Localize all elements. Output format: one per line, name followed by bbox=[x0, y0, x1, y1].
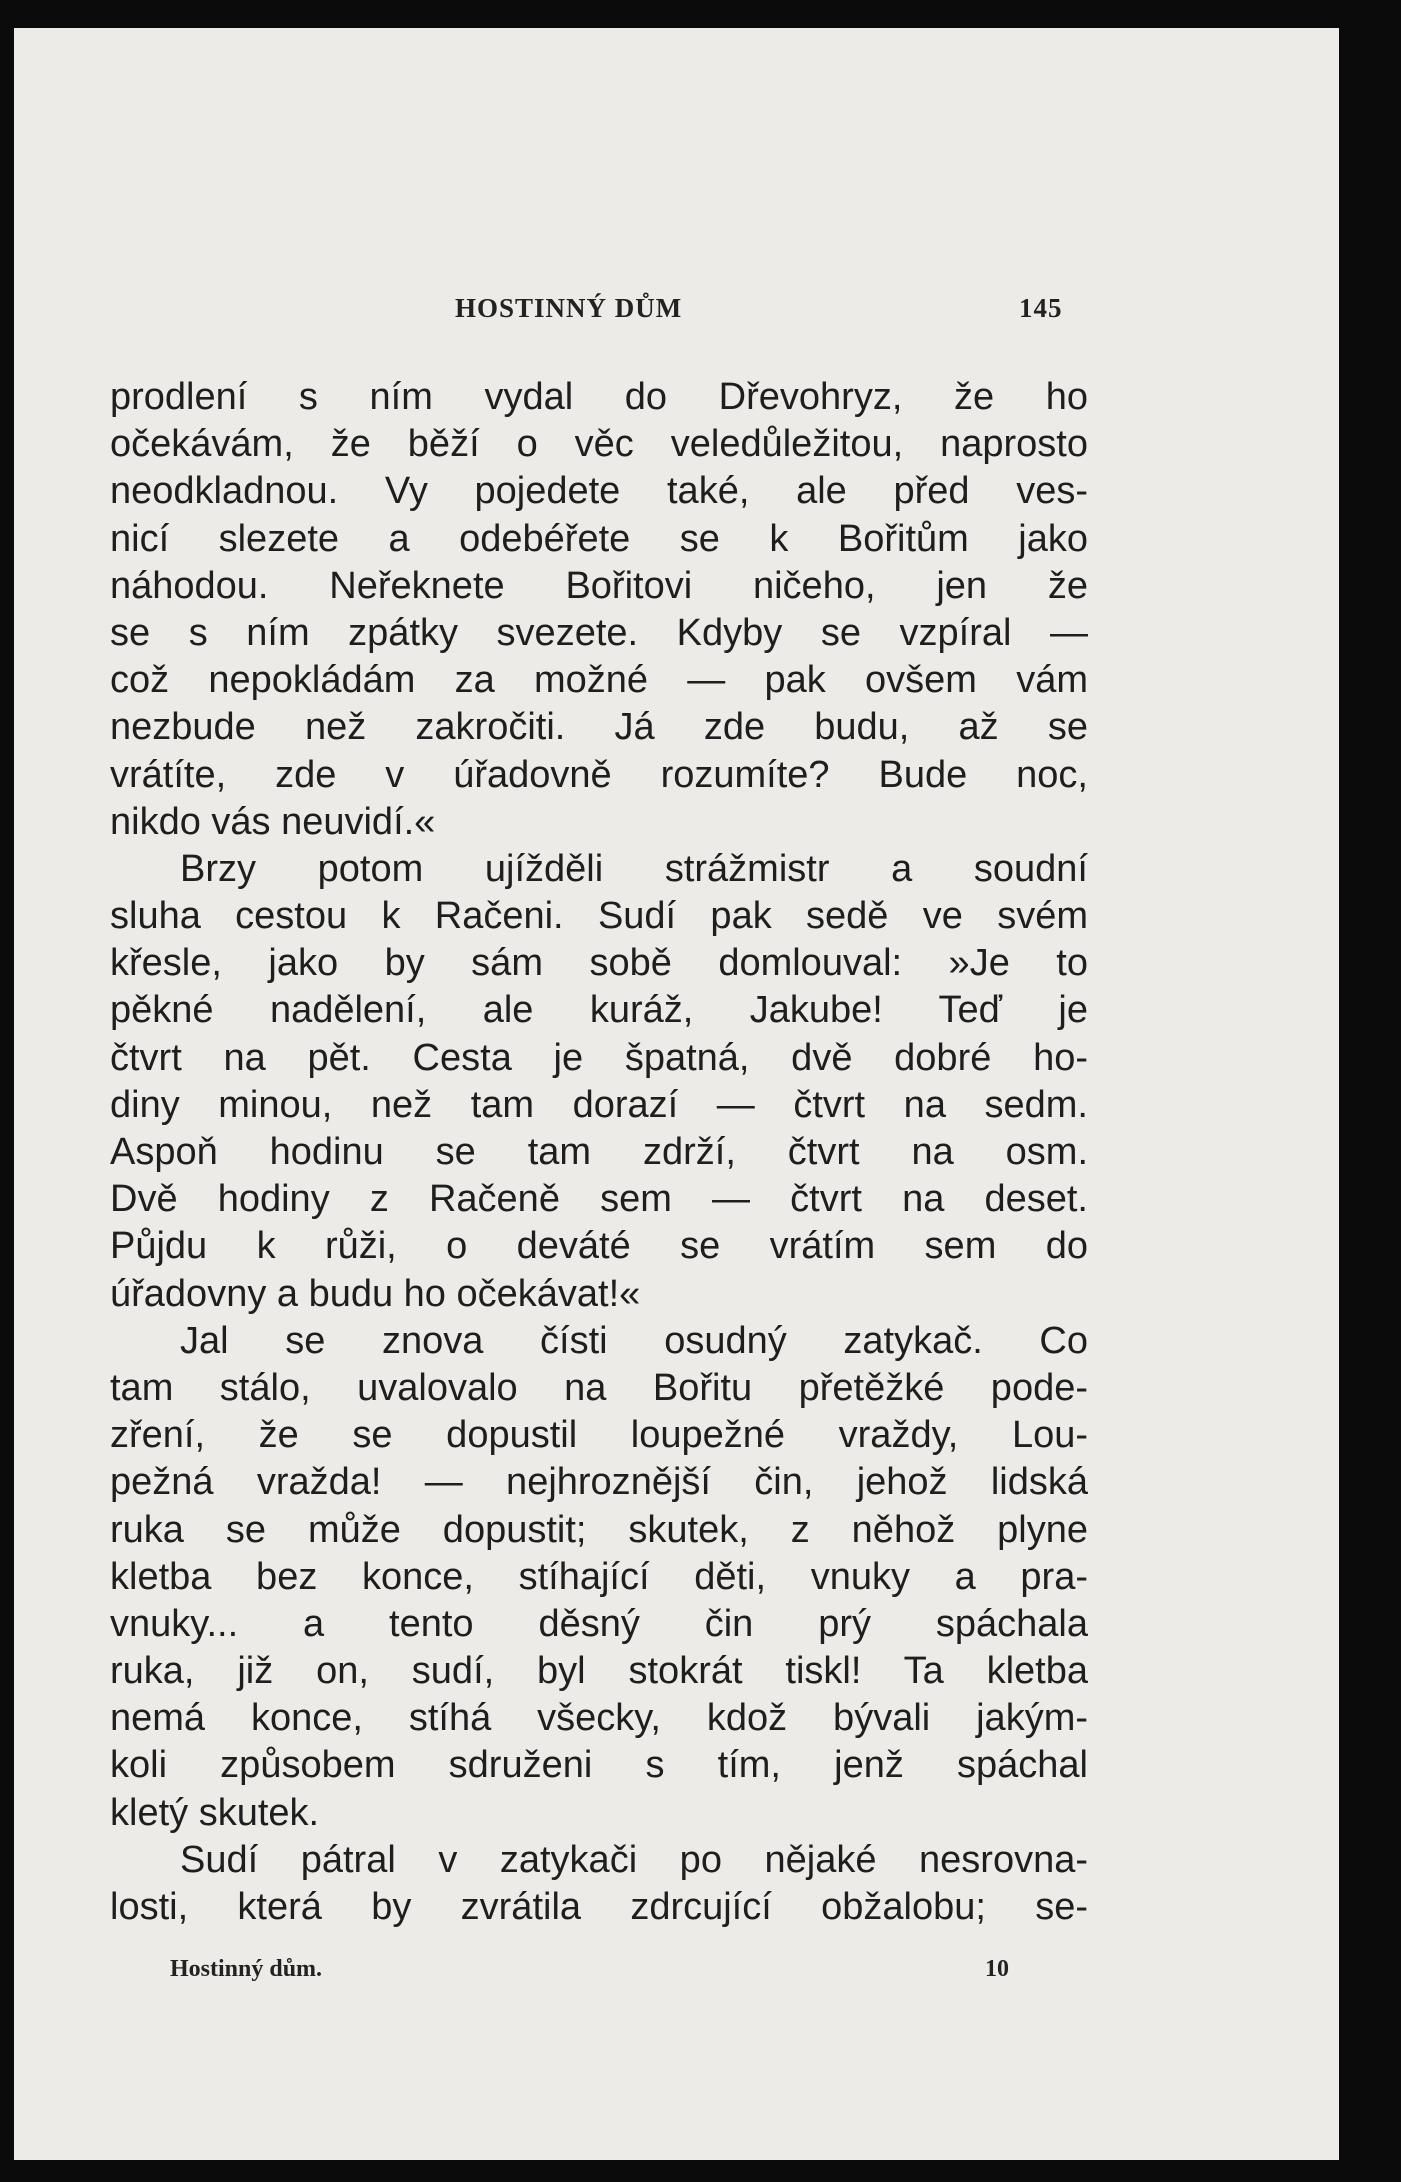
text-line: nicí slezete a odebéřete se k Bořitům jako bbox=[110, 517, 1088, 560]
text-line: vnuky... a tento děsný čin prý spáchala bbox=[110, 1602, 1088, 1645]
text-line: vrátíte, zde v úřadovně rozumíte? Bude noc, bbox=[110, 753, 1088, 796]
text-line: prodlení s ním vydal do Dřevohryz, že ho bbox=[110, 376, 1088, 418]
page-number: 145 bbox=[1019, 293, 1063, 323]
text-line: Aspoň hodinu se tam zdrží, čtvrt na osm. bbox=[110, 1131, 1088, 1173]
text-line: kletý skutek. bbox=[110, 1791, 320, 1834]
text-line: Dvě hodiny z Račeně sem — čtvrt na deset. bbox=[110, 1178, 1088, 1221]
text-line: pežná vražda! — nejhroznější čin, jehož lidská bbox=[110, 1461, 1088, 1504]
text-line: Půjdu k růži, o deváté se vrátím sem do bbox=[110, 1225, 1088, 1268]
text-line: diny minou, než tam dorazí — čtvrt na sedm. bbox=[110, 1083, 1088, 1126]
text-line: náhodou. Neřeknete Bořitovi ničeho, jen že bbox=[110, 564, 1088, 607]
text-line: ruka, již on, sudí, byl stokrát tiskl! Ta kletba bbox=[110, 1650, 1088, 1693]
text-line: zření, že se dopustil loupežné vraždy, Lou- bbox=[110, 1414, 1088, 1457]
text-line: ruka se může dopustit; skutek, z něhož plyne bbox=[110, 1508, 1088, 1551]
text-line: losti, která by zvrátila zdrcující obžalobu; se- bbox=[110, 1886, 1088, 1928]
text-line: což nepokládám za možné — pak ovšem vám bbox=[110, 659, 1088, 702]
text-line: Sudí pátral v zatykači po nějaké nesrovna- bbox=[180, 1838, 1088, 1881]
text-line: nemá konce, stíhá všecky, kdož bývali jakým- bbox=[110, 1697, 1088, 1740]
text-line: Jal se znova čísti osudný zatykač. Co bbox=[180, 1319, 1088, 1362]
book-page bbox=[14, 28, 1339, 2160]
signature-title: Hostinný dům. bbox=[170, 1956, 323, 1982]
text-line: neodkladnou. Vy pojedete také, ale před ves- bbox=[110, 470, 1088, 513]
text-line: křesle, jako by sám sobě domlouval: »Je to bbox=[110, 942, 1088, 985]
text-line: tam stálo, uvalovalo na Bořitu přetěžké pode- bbox=[110, 1366, 1088, 1409]
text-line: pěkné nadělení, ale kuráž, Jakube! Teď je bbox=[110, 989, 1088, 1032]
running-title: HOSTINNÝ DŮM bbox=[455, 293, 683, 323]
text-line: očekávám, že běží o věc veledůležitou, naprosto bbox=[110, 423, 1088, 466]
text-line: úřadovny a budu ho očekávat!« bbox=[110, 1272, 641, 1315]
text-line: kletba bez konce, stíhající děti, vnuky a pra- bbox=[110, 1555, 1088, 1598]
text-line: nezbude než zakročiti. Já zde budu, až se bbox=[110, 706, 1088, 749]
text-line: nikdo vás neuvidí.« bbox=[110, 800, 436, 843]
text-line: sluha cestou k Račeni. Sudí pak sedě ve svém bbox=[110, 895, 1088, 938]
text-line: Brzy potom ujížděli strážmistr a soudní bbox=[180, 847, 1088, 890]
text-line: se s ním zpátky svezete. Kdyby se vzpíral — bbox=[110, 611, 1088, 654]
body-text bbox=[110, 374, 1088, 1931]
text-line: čtvrt na pět. Cesta je špatná, dvě dobré ho- bbox=[110, 1036, 1088, 1079]
text-line: koli způsobem sdruženi s tím, jenž spáchal bbox=[110, 1744, 1088, 1787]
signature-mark: 10 bbox=[985, 1956, 1009, 1982]
